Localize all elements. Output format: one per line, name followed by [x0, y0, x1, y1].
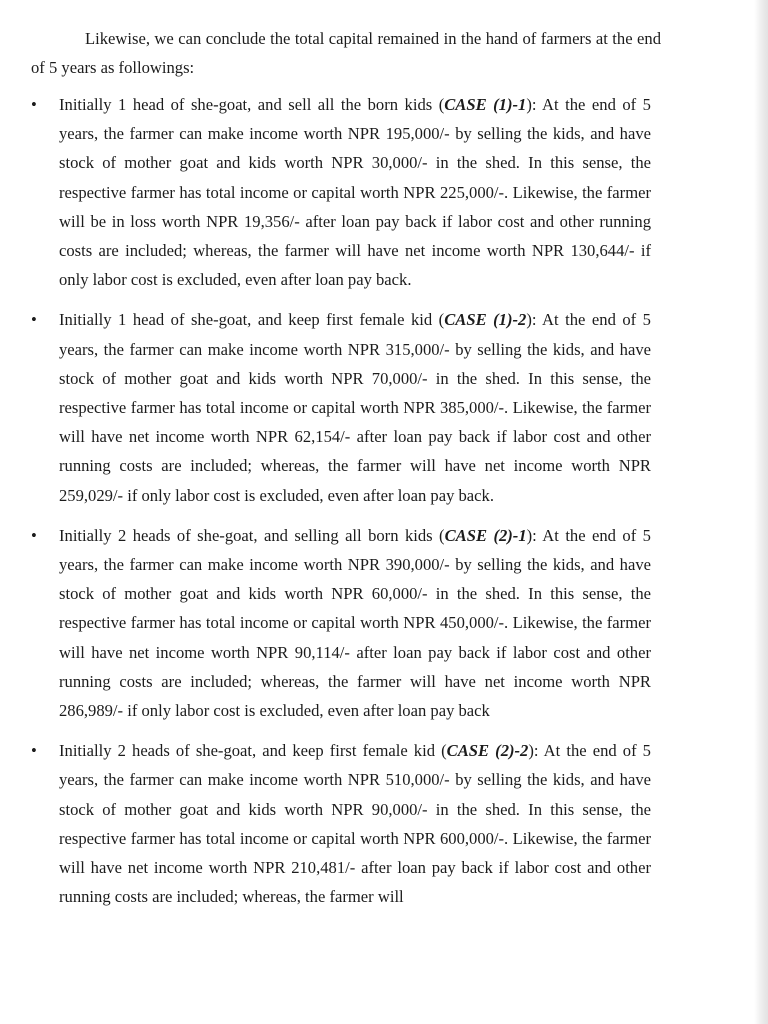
case-label: CASE (1)-1	[444, 95, 527, 114]
case-label: CASE (2)-1	[444, 525, 527, 545]
list-item-case-2-1	[0, 521, 768, 725]
bullet-icon: •	[31, 95, 37, 114]
bullet-icon: •	[31, 525, 37, 545]
list-item-text	[59, 736, 651, 911]
item-text-after: ): At the end of 5 years, the farmer can make income worth NPR 390,000/- by selling the kids, and have stock of mother goat and kids worth NPR 60,000/- in the shed. In this sense, the respective farmer has total income or capital worth NPR 450,000/-. Likewise, the farmer will have net income worth NPR 90,114/- after loan pay back if labor cost and other running costs are included; whereas, the farmer will have net income worth NPR 286,989/- if only labor cost is excluded, even after loan pay back	[59, 525, 651, 721]
case-list	[0, 90, 768, 922]
item-text-before: Initially 2 heads of she-goat, and selling all born kids (	[59, 525, 445, 545]
list-item-text	[59, 521, 651, 725]
list-item-text	[59, 305, 651, 509]
page-edge-shadow	[754, 0, 768, 1024]
bullet-icon: •	[31, 741, 37, 761]
item-text-before: Initially 2 heads of she-goat, and keep first female kid (	[59, 741, 447, 761]
item-text-after: ): At the end of 5 years, the farmer can make income worth NPR 315,000/- by selling the kids, and have stock of mother goat and kids worth NPR 70,000/- in the shed. In this sense, the respective farmer has total income or capital worth NPR 385,000/-. Likewise, the farmer will have net income worth NPR 62,154/- after loan pay back if labor cost and other running costs are included; whereas, the farmer will have net income worth NPR 259,029/- if only labor cost is excluded, even after loan pay back.	[59, 310, 651, 505]
list-item-case-2-2	[0, 736, 768, 911]
list-item-text	[59, 90, 651, 294]
bullet-icon: •	[31, 310, 37, 330]
item-text-before: Initially 1 head of she-goat, and keep first female kid (	[59, 310, 445, 330]
list-item-case-1-2	[0, 305, 768, 509]
item-text-after: ): At the end of 5 years, the farmer can make income worth NPR 510,000/- by selling the kids, and have stock of mother goat and kids worth NPR 90,000/- in the shed. In this sense, the respective farmer has total income or capital worth NPR 600,000/-. Likewise, the farmer will have net income worth NPR 210,481/- after loan pay back if labor cost and other running costs are included; whereas, the farmer will	[59, 741, 651, 907]
intro-paragraph: Likewise, we can conclude the total capital remained in the hand of farmers at the end of 5 years as followings:	[31, 29, 661, 77]
item-text-before: Initially 1 head of she-goat, and sell all the born kids (	[59, 95, 445, 114]
list-item-case-1-1	[0, 90, 768, 294]
item-text-after: ): At the end of 5 years, the farmer can make income worth NPR 195,000/- by selling the kids, and have stock of mother goat and kids worth NPR 30,000/- in the shed. In this sense, the respective farmer has total income or capital worth NPR 225,000/-. Likewise, the farmer will be in loss worth NPR 19,356/- after loan pay back if labor cost and other running costs are included; whereas, the farmer will have net income worth NPR 130,644/- if only labor cost is excluded, even after loan pay back.	[59, 95, 651, 290]
case-label: CASE (1)-2	[444, 310, 527, 330]
case-label: CASE (2)-2	[446, 741, 529, 761]
